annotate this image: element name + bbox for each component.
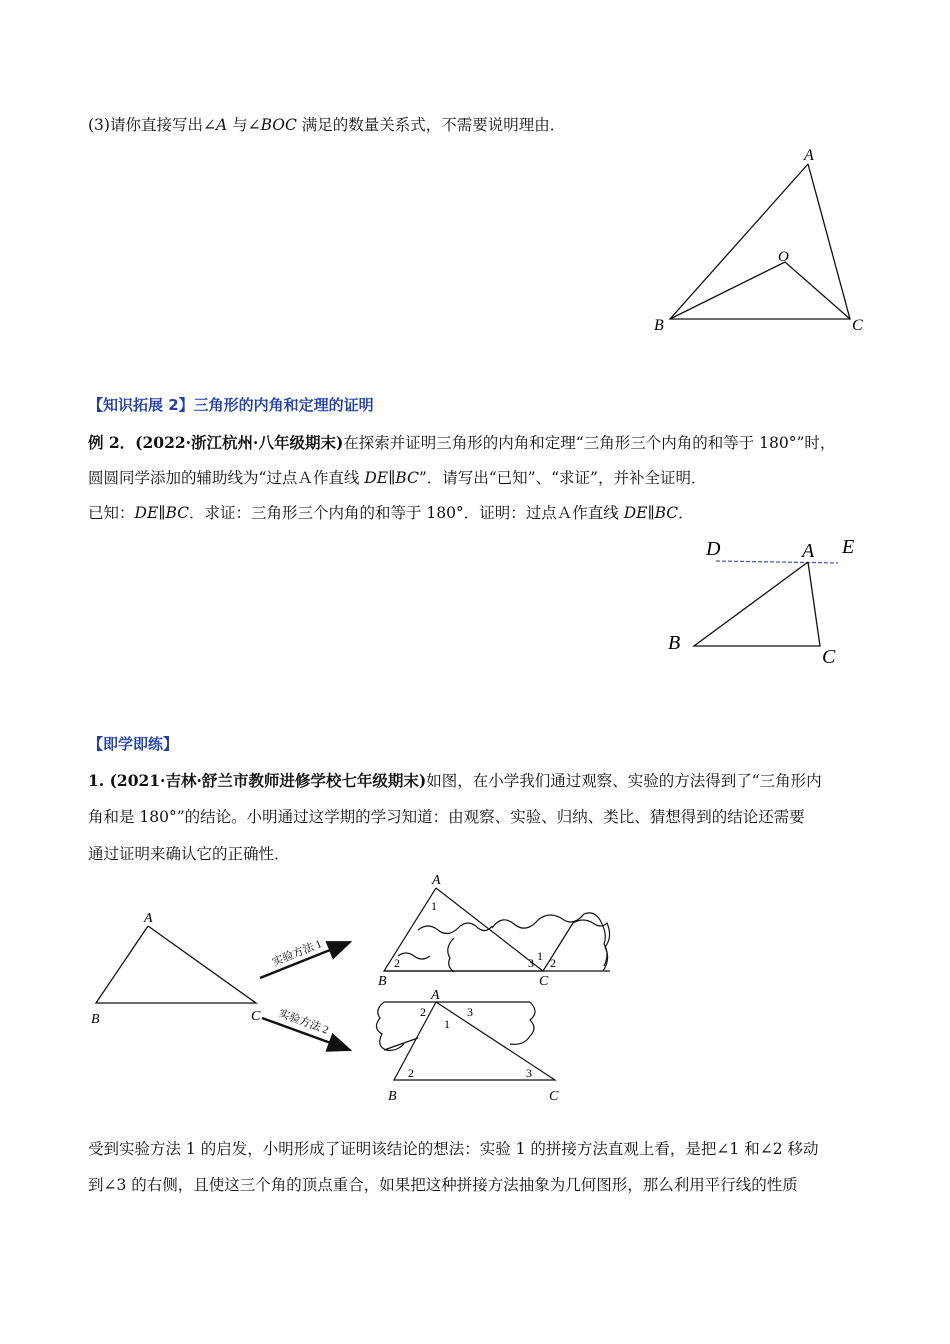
label-method-2: 实验方法 2 (276, 1007, 331, 1037)
fig1-label-b: B (654, 317, 664, 334)
example-2-line-3: 已知：DE∥BC．求证：三角形三个内角的和等于 180°．证明：过点Ａ作直线 DE∥BC． (88, 504, 694, 522)
svg-text:C: C (539, 974, 549, 989)
svg-text:B: B (378, 974, 387, 989)
base-triangle (96, 926, 256, 1003)
svg-text:C: C (251, 1009, 261, 1024)
svg-text:2: 2 (408, 1066, 414, 1080)
fig1-label-o: O (778, 249, 789, 265)
figure-triangle-abc-o (650, 140, 870, 340)
fig2-label-e: E (842, 536, 855, 558)
fig1-label-a: A (804, 147, 814, 164)
fig2-label-b: B (668, 632, 681, 654)
svg-text:1: 1 (537, 949, 543, 963)
svg-text:3: 3 (528, 956, 534, 970)
fig2-label-d: D (706, 538, 721, 560)
figure-experiment-methods (88, 868, 628, 1108)
method-1-diagram (384, 888, 610, 972)
label-method-1: 实验方法 1 (270, 938, 324, 969)
svg-text:2: 2 (394, 956, 400, 970)
fig2-label-c: C (822, 646, 836, 668)
svg-text:2: 2 (420, 1005, 426, 1019)
closing-line-1: 受到实验方法 1 的启发，小明形成了证明该结论的想法：实验 1 的拼接方法直观上看，是把∠1 和∠2 移动 (88, 1140, 819, 1158)
figure-triangle-de-parallel (660, 530, 880, 670)
closing-line-2: 到∠3 的右侧，且使这三个角的顶点重合，如果把这种拼接方法抽象为几何图形，那么利用平行线的性质 (88, 1176, 798, 1194)
svg-text:B: B (91, 1012, 100, 1027)
svg-text:3: 3 (526, 1066, 532, 1080)
svg-text:3: 3 (467, 1005, 473, 1019)
svg-text:2: 2 (550, 956, 556, 970)
svg-text:A: A (431, 988, 440, 1003)
fig2-label-a: A (802, 540, 815, 562)
svg-text:A: A (144, 911, 153, 926)
svg-text:A: A (432, 873, 441, 888)
exercise-1-line-2: 角和是 180°”的结论。小明通过这学期的学习知道：由观察、实验、归纳、类比、猜想得到的结论还需要 (88, 808, 805, 826)
question-3: (3)请你直接写出∠A 与∠BOC 满足的数量关系式，不需要说明理由． (88, 116, 566, 134)
example-2-line-2: 圆圆同学添加的辅助线为“过点Ａ作直线 DE∥BC”．请写出“已知”、“求证”，并补全证明． (88, 469, 707, 487)
exercise-1-line-1: 1. (2021·吉林·舒兰市教师进修学校七年级期末)如图，在小学我们通过观察、实验的方法得到了“三角形内 (88, 771, 822, 790)
section-title-practice: 【即学即练】 (88, 735, 179, 753)
svg-text:1: 1 (444, 1017, 450, 1031)
section-title-knowledge-2: 【知识拓展 2】三角形的内角和定理的证明 (88, 396, 374, 414)
svg-text:C: C (549, 1089, 559, 1104)
svg-text:1: 1 (431, 899, 437, 913)
svg-text:B: B (388, 1089, 397, 1104)
fig1-label-c: C (852, 317, 863, 334)
example-2-line-1: 例 2．(2022·浙江杭州·八年级期末)在探索并证明三角形的内角和定理“三角形三个内角的和等于 180°”时， (88, 433, 836, 452)
exercise-1-line-3: 通过证明来确认它的正确性． (88, 845, 290, 863)
